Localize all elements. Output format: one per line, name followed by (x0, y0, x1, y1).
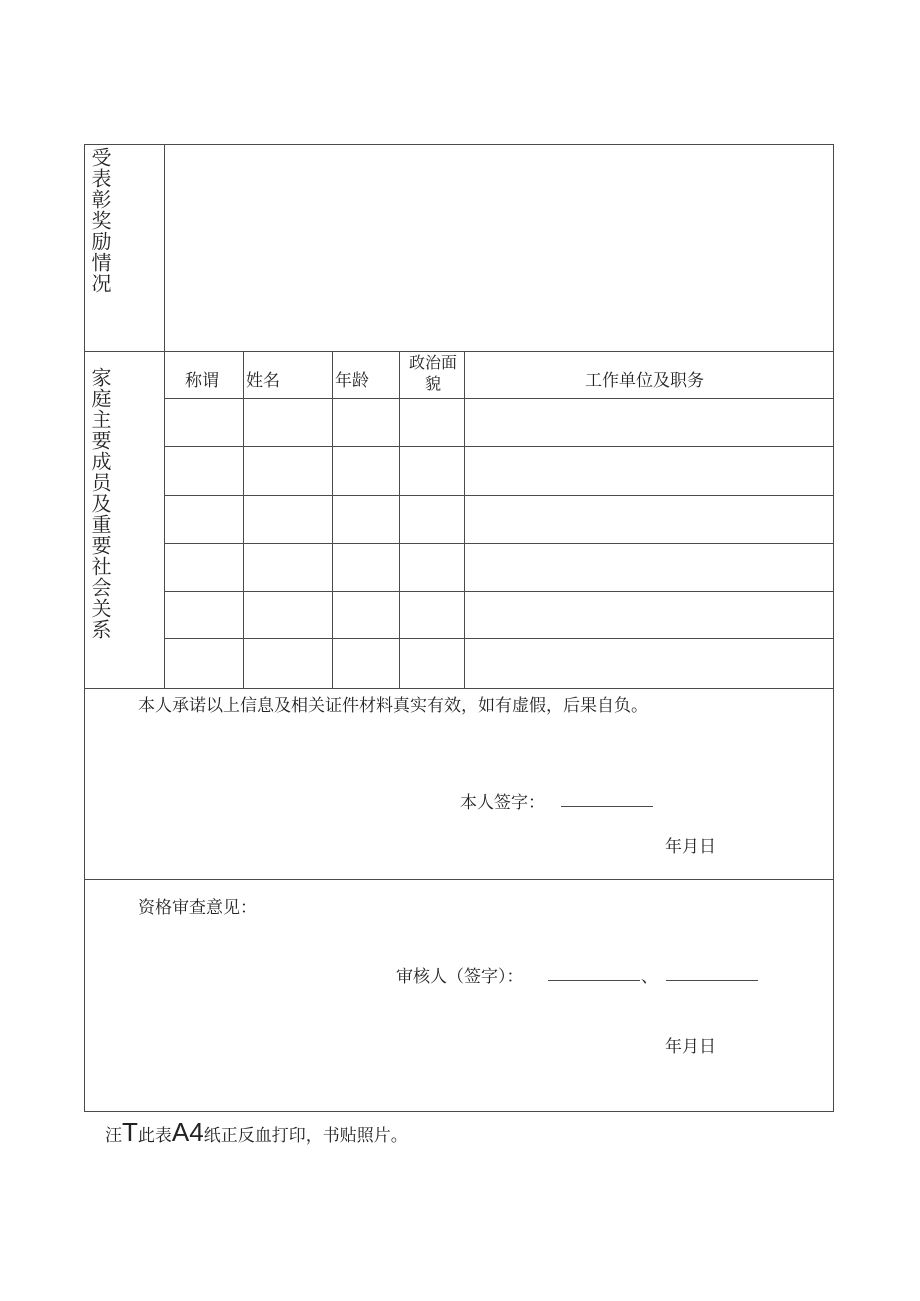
review-date: 年月日 (665, 1037, 716, 1057)
review-opinion-field[interactable] (138, 918, 818, 958)
footnote-part: 此表 (137, 1126, 172, 1146)
signature-field[interactable] (561, 788, 653, 807)
header-relation: 称谓 (185, 371, 219, 391)
table-row (165, 447, 833, 495)
signature-label: 本人签字： (460, 793, 545, 813)
reviewer-1-field[interactable] (548, 962, 640, 981)
footnote-part: 汪 (105, 1126, 122, 1146)
reviewer-separator: 、 (641, 967, 658, 987)
footnote (105, 1117, 408, 1151)
pledge-statement: 本人承诺以上信息及相关证件材料真实有效，如有虚假，后果自负。 (138, 696, 648, 716)
footnote-part: 纸正反血打印，书贴照片。 (203, 1126, 408, 1146)
table-row (165, 399, 833, 446)
awards-label: 受表彰奖励情况 (88, 147, 112, 294)
awards-content-field[interactable] (168, 150, 828, 345)
table-row (165, 639, 833, 688)
table-row (165, 592, 833, 638)
header-political-status: 政治面貌 (408, 353, 457, 393)
footnote-part: T (122, 1117, 138, 1147)
table-row (165, 496, 833, 543)
review-opinion-label: 资格审查意见： (138, 898, 257, 918)
table-row (165, 544, 833, 591)
footnote-part: A4 (171, 1117, 204, 1147)
header-age: 年龄 (335, 371, 369, 391)
pledge-date: 年月日 (665, 837, 716, 857)
header-name: 姓名 (246, 371, 280, 391)
family-label: 家庭主要成员及重要社会关系 (88, 367, 112, 640)
reviewer-label: 审核人（签字）： (396, 967, 524, 987)
reviewer-2-field[interactable] (666, 962, 758, 981)
header-work-unit: 工作单位及职务 (585, 371, 704, 391)
